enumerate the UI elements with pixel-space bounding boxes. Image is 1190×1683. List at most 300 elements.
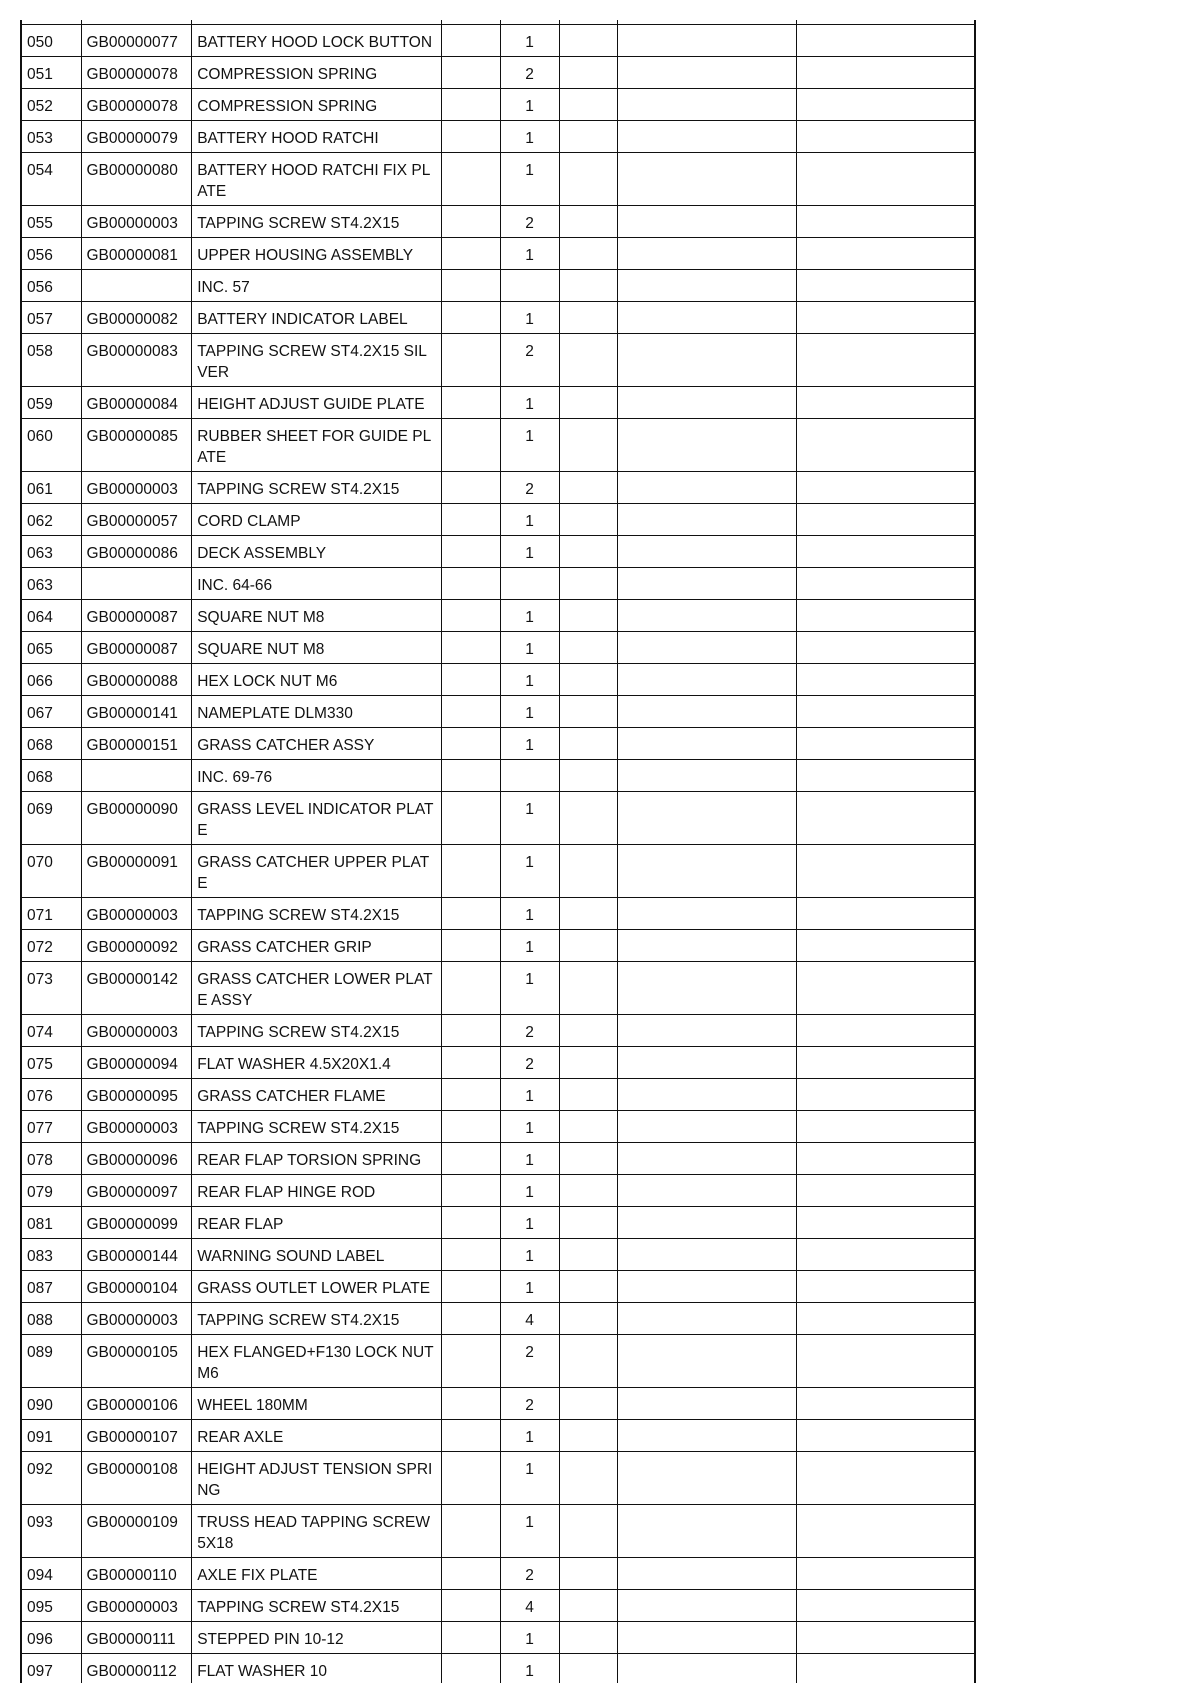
empty-cell (559, 270, 618, 302)
quantity-cell: 1 (500, 1175, 559, 1207)
quantity-cell: 1 (500, 302, 559, 334)
item-number-cell: 075 (21, 1047, 81, 1079)
item-number-cell: 087 (21, 1271, 81, 1303)
empty-cell (797, 238, 975, 270)
quantity-cell: 2 (500, 1335, 559, 1388)
quantity-cell: 1 (500, 25, 559, 57)
empty-cell (559, 1388, 618, 1420)
quantity-cell: 1 (500, 153, 559, 206)
description-cell: BATTERY HOOD LOCK BUTTON (192, 25, 441, 57)
quantity-cell: 1 (500, 962, 559, 1015)
empty-cell (559, 536, 618, 568)
empty-cell (797, 1388, 975, 1420)
empty-cell (441, 1654, 500, 1683)
quantity-cell: 1 (500, 664, 559, 696)
empty-cell (797, 57, 975, 89)
empty-cell (441, 302, 500, 334)
table-row (21, 89, 975, 121)
empty-cell (618, 153, 797, 206)
empty-cell (618, 962, 797, 1015)
empty-cell (797, 1047, 975, 1079)
quantity-cell: 1 (500, 600, 559, 632)
empty-cell (618, 472, 797, 504)
quantity-cell: 1 (500, 387, 559, 419)
quantity-cell: 1 (500, 728, 559, 760)
table-row (21, 25, 975, 57)
description-cell: TAPPING SCREW ST4.2X15 (192, 1303, 441, 1335)
empty-cell (618, 238, 797, 270)
empty-cell (797, 600, 975, 632)
empty-cell (618, 1590, 797, 1622)
empty-cell (618, 25, 797, 57)
item-number-cell: 097 (21, 1654, 81, 1683)
empty-cell (618, 419, 797, 472)
item-number-cell: 076 (21, 1079, 81, 1111)
description-cell: GRASS LEVEL INDICATOR PLATE (192, 792, 441, 845)
empty-cell (618, 696, 797, 728)
table-row (21, 1079, 975, 1111)
part-number-cell: GB00000107 (81, 1420, 192, 1452)
empty-cell (441, 1239, 500, 1271)
table-row (21, 1654, 975, 1683)
item-number-cell: 067 (21, 696, 81, 728)
empty-cell (618, 845, 797, 898)
item-number-cell: 055 (21, 206, 81, 238)
empty-cell (559, 1239, 618, 1271)
empty-cell (797, 1505, 975, 1558)
quantity-cell: 1 (500, 536, 559, 568)
item-number-cell: 068 (21, 760, 81, 792)
item-number-cell: 094 (21, 1558, 81, 1590)
item-number-cell: 063 (21, 568, 81, 600)
empty-cell (797, 664, 975, 696)
empty-cell (441, 206, 500, 238)
item-number-cell: 079 (21, 1175, 81, 1207)
empty-cell (559, 1111, 618, 1143)
quantity-cell: 2 (500, 1388, 559, 1420)
empty-cell (618, 1047, 797, 1079)
empty-cell (618, 206, 797, 238)
description-cell: COMPRESSION SPRING (192, 89, 441, 121)
empty-cell (797, 1420, 975, 1452)
quantity-cell: 1 (500, 1654, 559, 1683)
part-number-cell: GB00000003 (81, 472, 192, 504)
item-number-cell: 092 (21, 1452, 81, 1505)
table-row (21, 632, 975, 664)
description-cell: GRASS CATCHER UPPER PLATE (192, 845, 441, 898)
part-number-cell: GB00000112 (81, 1654, 192, 1683)
empty-cell (441, 1271, 500, 1303)
empty-cell (559, 1047, 618, 1079)
quantity-cell: 1 (500, 1505, 559, 1558)
empty-cell (797, 121, 975, 153)
empty-cell (441, 387, 500, 419)
table-row (21, 121, 975, 153)
part-number-cell: GB00000144 (81, 1239, 192, 1271)
empty-cell (441, 728, 500, 760)
empty-cell (618, 1452, 797, 1505)
empty-cell (559, 1590, 618, 1622)
part-number-cell: GB00000099 (81, 1207, 192, 1239)
part-number-cell: GB00000003 (81, 1111, 192, 1143)
table-row (21, 57, 975, 89)
description-cell: HEX FLANGED+F130 LOCK NUT M6 (192, 1335, 441, 1388)
description-cell: FLAT WASHER 10 (192, 1654, 441, 1683)
description-cell: INC. 64-66 (192, 568, 441, 600)
item-number-cell: 077 (21, 1111, 81, 1143)
empty-cell (559, 153, 618, 206)
empty-cell (559, 1452, 618, 1505)
description-cell: GRASS OUTLET LOWER PLATE (192, 1271, 441, 1303)
item-number-cell: 056 (21, 238, 81, 270)
empty-cell (797, 334, 975, 387)
item-number-cell: 095 (21, 1590, 81, 1622)
empty-cell (559, 1015, 618, 1047)
table-row (21, 1388, 975, 1420)
empty-cell (559, 1175, 618, 1207)
empty-cell (797, 387, 975, 419)
empty-cell (618, 1654, 797, 1683)
quantity-cell: 1 (500, 1143, 559, 1175)
table-row (21, 536, 975, 568)
description-cell: TAPPING SCREW ST4.2X15 (192, 206, 441, 238)
description-cell: TAPPING SCREW ST4.2X15 (192, 898, 441, 930)
parts-table (20, 20, 976, 1683)
description-cell: STEPPED PIN 10-12 (192, 1622, 441, 1654)
table-row (21, 1335, 975, 1388)
empty-cell (559, 696, 618, 728)
part-number-cell: GB00000090 (81, 792, 192, 845)
quantity-cell: 2 (500, 472, 559, 504)
quantity-cell: 2 (500, 334, 559, 387)
quantity-cell: 1 (500, 845, 559, 898)
empty-cell (559, 600, 618, 632)
empty-cell (441, 270, 500, 302)
empty-cell (441, 57, 500, 89)
item-number-cell: 081 (21, 1207, 81, 1239)
part-number-cell: GB00000078 (81, 89, 192, 121)
empty-cell (618, 1420, 797, 1452)
part-number-cell: GB00000091 (81, 845, 192, 898)
quantity-cell: 2 (500, 1558, 559, 1590)
empty-cell (797, 1654, 975, 1683)
empty-cell (441, 504, 500, 536)
empty-cell (559, 962, 618, 1015)
table-row (21, 1239, 975, 1271)
empty-cell (559, 1558, 618, 1590)
table-row (21, 206, 975, 238)
empty-cell (797, 1590, 975, 1622)
empty-cell (618, 89, 797, 121)
quantity-cell: 1 (500, 930, 559, 962)
quantity-cell: 1 (500, 1079, 559, 1111)
empty-cell (618, 760, 797, 792)
empty-cell (559, 504, 618, 536)
empty-cell (797, 1111, 975, 1143)
quantity-cell: 2 (500, 1015, 559, 1047)
empty-cell (559, 632, 618, 664)
part-number-cell: GB00000081 (81, 238, 192, 270)
part-number-cell: GB00000088 (81, 664, 192, 696)
empty-cell (618, 1079, 797, 1111)
description-cell: TAPPING SCREW ST4.2X15 (192, 472, 441, 504)
description-cell: REAR FLAP HINGE ROD (192, 1175, 441, 1207)
table-row (21, 898, 975, 930)
description-cell: NAMEPLATE DLM330 (192, 696, 441, 728)
empty-cell (797, 1015, 975, 1047)
item-number-cell: 064 (21, 600, 81, 632)
table-row (21, 419, 975, 472)
part-number-cell: GB00000003 (81, 206, 192, 238)
empty-cell (559, 89, 618, 121)
description-cell: WHEEL 180MM (192, 1388, 441, 1420)
empty-cell (559, 302, 618, 334)
description-cell: RUBBER SHEET FOR GUIDE PLATE (192, 419, 441, 472)
part-number-cell: GB00000094 (81, 1047, 192, 1079)
part-number-cell: GB00000108 (81, 1452, 192, 1505)
item-number-cell: 059 (21, 387, 81, 419)
item-number-cell: 054 (21, 153, 81, 206)
empty-cell (618, 1015, 797, 1047)
description-cell: CORD CLAMP (192, 504, 441, 536)
quantity-cell: 4 (500, 1303, 559, 1335)
quantity-cell: 2 (500, 1047, 559, 1079)
item-number-cell: 069 (21, 792, 81, 845)
empty-cell (797, 962, 975, 1015)
empty-cell (618, 1207, 797, 1239)
part-number-cell: GB00000077 (81, 25, 192, 57)
empty-cell (441, 25, 500, 57)
empty-cell (441, 1079, 500, 1111)
empty-cell (441, 792, 500, 845)
empty-cell (441, 419, 500, 472)
table-row (21, 1303, 975, 1335)
empty-cell (797, 1239, 975, 1271)
empty-cell (441, 1047, 500, 1079)
table-row (21, 664, 975, 696)
empty-cell (618, 664, 797, 696)
part-number-cell (81, 270, 192, 302)
empty-cell (618, 600, 797, 632)
empty-cell (559, 1335, 618, 1388)
empty-cell (441, 845, 500, 898)
part-number-cell: GB00000095 (81, 1079, 192, 1111)
item-number-cell: 062 (21, 504, 81, 536)
empty-cell (797, 898, 975, 930)
empty-cell (618, 632, 797, 664)
table-row (21, 302, 975, 334)
empty-cell (797, 1452, 975, 1505)
empty-cell (441, 962, 500, 1015)
part-number-cell: GB00000003 (81, 898, 192, 930)
description-cell: REAR FLAP (192, 1207, 441, 1239)
empty-cell (797, 845, 975, 898)
empty-cell (441, 1622, 500, 1654)
quantity-cell (500, 568, 559, 600)
part-number-cell: GB00000087 (81, 632, 192, 664)
description-cell: TAPPING SCREW ST4.2X15 (192, 1015, 441, 1047)
empty-cell (559, 728, 618, 760)
empty-cell (618, 728, 797, 760)
empty-cell (441, 1143, 500, 1175)
item-number-cell: 066 (21, 664, 81, 696)
empty-cell (441, 1420, 500, 1452)
empty-cell (559, 1654, 618, 1683)
empty-cell (797, 536, 975, 568)
part-number-cell: GB00000105 (81, 1335, 192, 1388)
table-row (21, 728, 975, 760)
part-number-cell (81, 568, 192, 600)
table-row (21, 760, 975, 792)
item-number-cell: 073 (21, 962, 81, 1015)
table-row (21, 792, 975, 845)
empty-cell (797, 1622, 975, 1654)
item-number-cell: 078 (21, 1143, 81, 1175)
empty-cell (618, 1111, 797, 1143)
item-number-cell: 083 (21, 1239, 81, 1271)
empty-cell (559, 387, 618, 419)
description-cell: TRUSS HEAD TAPPING SCREW 5X18 (192, 1505, 441, 1558)
table-row (21, 1143, 975, 1175)
item-number-cell: 093 (21, 1505, 81, 1558)
empty-cell (797, 1271, 975, 1303)
empty-cell (797, 760, 975, 792)
description-cell: BATTERY HOOD RATCHI (192, 121, 441, 153)
quantity-cell: 1 (500, 792, 559, 845)
part-number-cell: GB00000110 (81, 1558, 192, 1590)
empty-cell (559, 334, 618, 387)
table-row (21, 1015, 975, 1047)
part-number-cell: GB00000097 (81, 1175, 192, 1207)
description-cell: SQUARE NUT M8 (192, 632, 441, 664)
empty-cell (559, 25, 618, 57)
description-cell: GRASS CATCHER ASSY (192, 728, 441, 760)
table-row (21, 504, 975, 536)
empty-cell (618, 504, 797, 536)
part-number-cell: GB00000087 (81, 600, 192, 632)
empty-cell (559, 760, 618, 792)
quantity-cell: 1 (500, 1271, 559, 1303)
empty-cell (797, 153, 975, 206)
empty-cell (441, 334, 500, 387)
item-number-cell: 053 (21, 121, 81, 153)
part-number-cell: GB00000109 (81, 1505, 192, 1558)
quantity-cell: 1 (500, 504, 559, 536)
table-row (21, 845, 975, 898)
item-number-cell: 072 (21, 930, 81, 962)
empty-cell (559, 664, 618, 696)
quantity-cell: 1 (500, 1452, 559, 1505)
description-cell: REAR FLAP TORSION SPRING (192, 1143, 441, 1175)
item-number-cell: 051 (21, 57, 81, 89)
empty-cell (618, 1239, 797, 1271)
empty-cell (618, 1335, 797, 1388)
empty-cell (797, 632, 975, 664)
empty-cell (618, 1303, 797, 1335)
table-row (21, 1207, 975, 1239)
table-row (21, 1175, 975, 1207)
empty-cell (797, 696, 975, 728)
empty-cell (559, 845, 618, 898)
empty-cell (559, 1271, 618, 1303)
part-number-cell: GB00000078 (81, 57, 192, 89)
empty-cell (618, 334, 797, 387)
empty-cell (441, 1207, 500, 1239)
quantity-cell: 4 (500, 1590, 559, 1622)
description-cell: TAPPING SCREW ST4.2X15 (192, 1590, 441, 1622)
empty-cell (618, 1558, 797, 1590)
quantity-cell: 1 (500, 238, 559, 270)
empty-cell (797, 419, 975, 472)
empty-cell (441, 1175, 500, 1207)
table-row (21, 238, 975, 270)
empty-cell (797, 89, 975, 121)
empty-cell (618, 536, 797, 568)
empty-cell (441, 1388, 500, 1420)
empty-cell (797, 792, 975, 845)
item-number-cell: 068 (21, 728, 81, 760)
part-number-cell: GB00000003 (81, 1590, 192, 1622)
table-row (21, 600, 975, 632)
empty-cell (441, 664, 500, 696)
empty-cell (618, 57, 797, 89)
empty-cell (559, 930, 618, 962)
quantity-cell: 1 (500, 898, 559, 930)
empty-cell (559, 792, 618, 845)
description-cell: DECK ASSEMBLY (192, 536, 441, 568)
empty-cell (797, 728, 975, 760)
empty-cell (559, 121, 618, 153)
empty-cell (559, 1143, 618, 1175)
empty-cell (618, 387, 797, 419)
empty-cell (441, 536, 500, 568)
part-number-cell (81, 760, 192, 792)
empty-cell (797, 302, 975, 334)
part-number-cell: GB00000104 (81, 1271, 192, 1303)
empty-cell (441, 153, 500, 206)
description-cell: COMPRESSION SPRING (192, 57, 441, 89)
description-cell: WARNING SOUND LABEL (192, 1239, 441, 1271)
table-row (21, 387, 975, 419)
quantity-cell: 1 (500, 632, 559, 664)
empty-cell (441, 1111, 500, 1143)
table-row (21, 1622, 975, 1654)
quantity-cell: 2 (500, 206, 559, 238)
item-number-cell: 058 (21, 334, 81, 387)
empty-cell (441, 121, 500, 153)
description-cell: TAPPING SCREW ST4.2X15 (192, 1111, 441, 1143)
empty-cell (559, 568, 618, 600)
empty-cell (441, 1452, 500, 1505)
empty-cell (797, 568, 975, 600)
part-number-cell: GB00000111 (81, 1622, 192, 1654)
empty-cell (797, 930, 975, 962)
empty-cell (797, 1175, 975, 1207)
empty-cell (559, 1420, 618, 1452)
description-cell: GRASS CATCHER FLAME (192, 1079, 441, 1111)
empty-cell (559, 472, 618, 504)
empty-cell (441, 238, 500, 270)
item-number-cell: 074 (21, 1015, 81, 1047)
empty-cell (441, 568, 500, 600)
quantity-cell: 2 (500, 57, 559, 89)
empty-cell (618, 898, 797, 930)
parts-list-page (20, 20, 976, 1683)
table-row (21, 962, 975, 1015)
part-number-cell: GB00000142 (81, 962, 192, 1015)
quantity-cell: 1 (500, 1207, 559, 1239)
description-cell: AXLE FIX PLATE (192, 1558, 441, 1590)
